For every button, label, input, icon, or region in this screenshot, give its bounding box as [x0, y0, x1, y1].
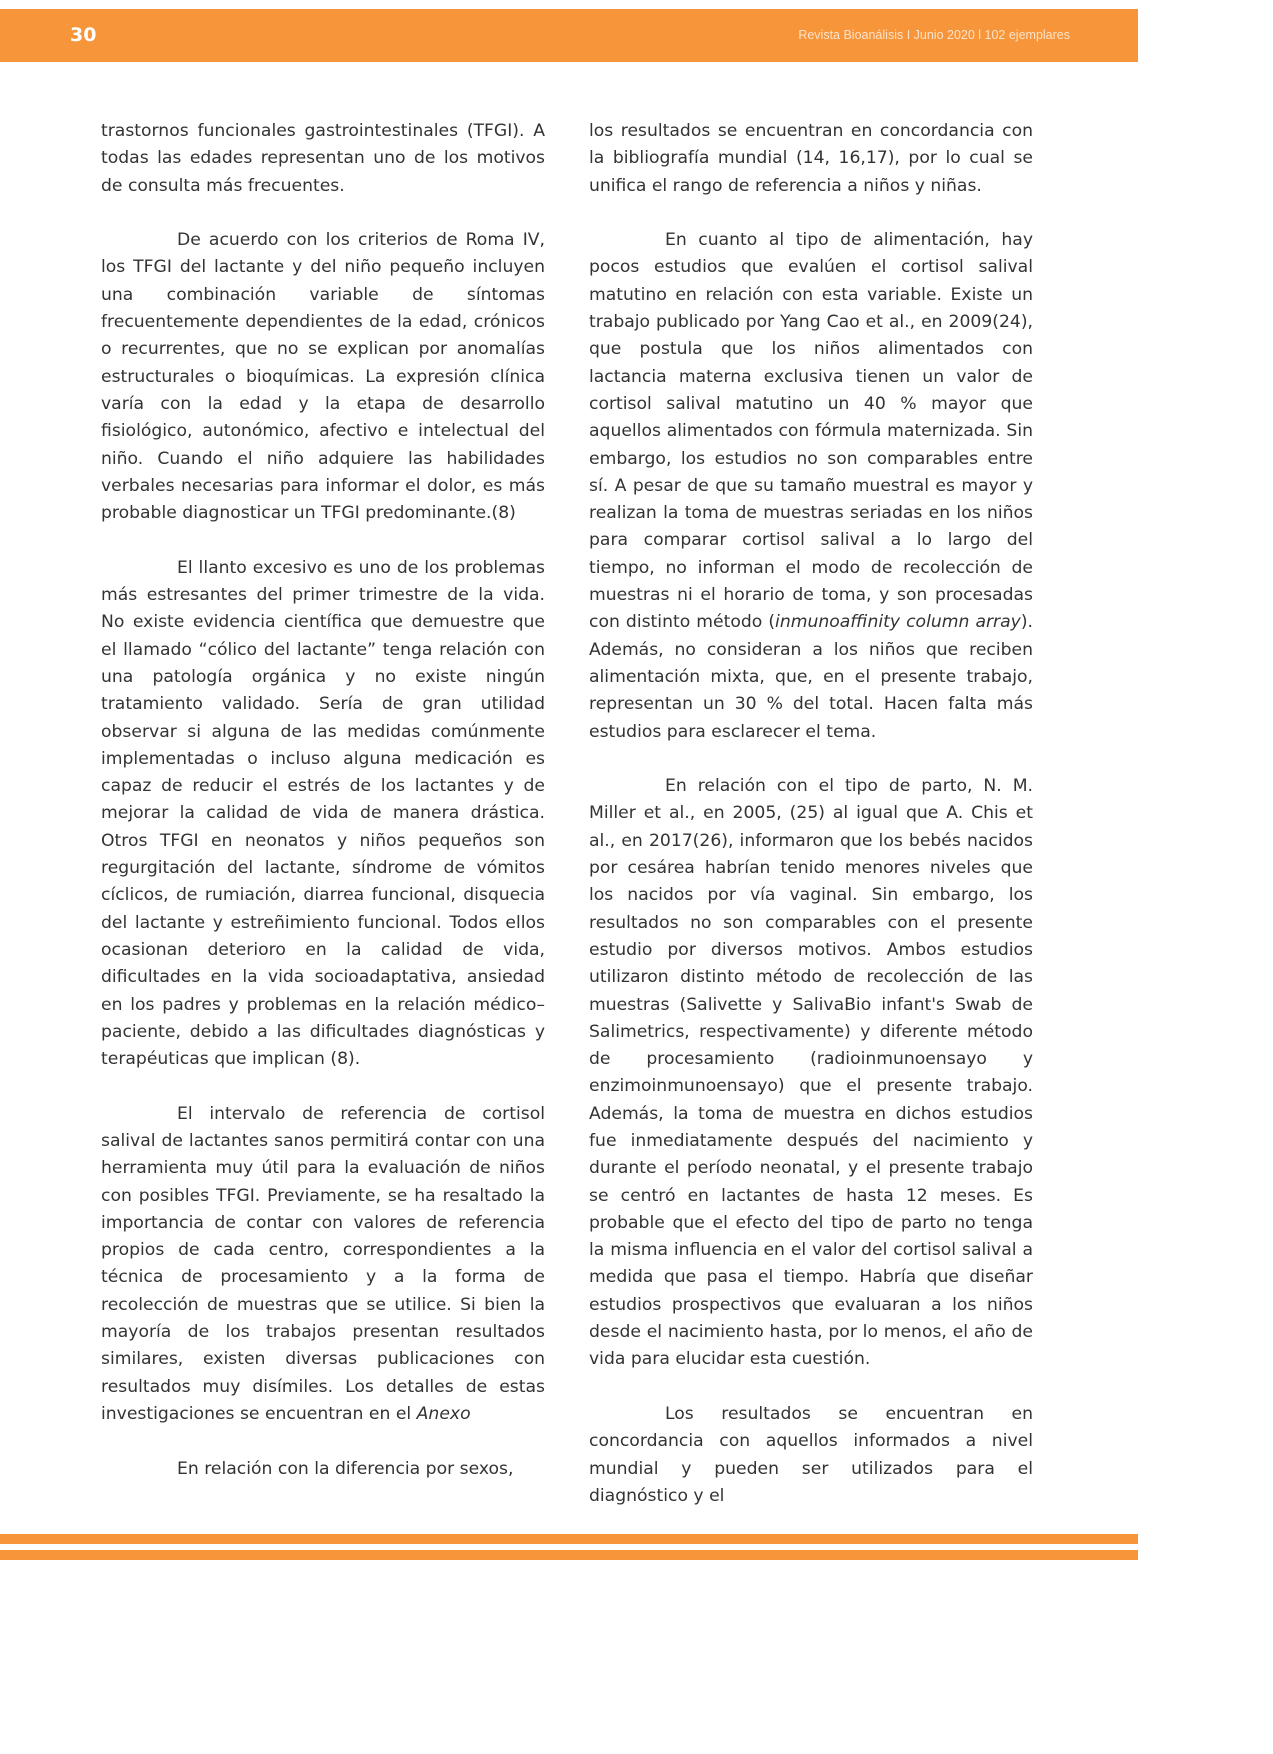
- paragraph: El llanto excesivo es uno de los problemas más estresantes del primer trimestre de la vida. No existe evidencia científica que demuestre que el llamado “cólico del lactante” tenga relación con una patología orgánica y no existe ningún tratamiento validado. Sería de gran utilidad observar si alguna de las medidas comúnmente implementadas o incluso alguna medicación es capaz de reducir el estrés de los lactantes y de mejorar la calidad de vida de manera drástica. Otros TFGI en neonatos y niños pequeños son regurgitación del lactante, síndrome de vómitos cíclicos, de rumiación, diarrea funcional, disquecia del lactante y estreñimiento funcional. Todos ellos ocasionan deterioro en la calidad de vida, dificultades en la vida socioadaptativa, ansiedad en los padres y problemas en la relación médico–paciente, debido a las dificultades diagnósticas y terapéuticas que implican (8).: [101, 557, 545, 1070]
- page-header: [0, 9, 1138, 62]
- paragraph: Los resultados se encuentran en concordancia con aquellos informados a nivel mundial y pueden ser utilizados para el diagnóstico y el: [589, 1403, 1033, 1506]
- footer-stripe: [0, 1534, 1138, 1544]
- paragraph: De acuerdo con los criterios de Roma IV, los TFGI del lactante y del niño pequeño incluyen una combinación variable de síntomas frecuentemente dependientes de la edad, crónicos o recurrentes, que no se explican por anomalías estructurales o bioquímicas. La expresión clínica varía con la edad y la etapa de desarrollo fisiológico, autonómico, afectivo e intelectual del niño. Cuando el niño adquiere las habilidades verbales necesarias para informar el dolor, es más probable diagnosticar un TFGI predominante.(8): [101, 230, 545, 524]
- paragraph: En relación con el tipo de parto, N. M. Miller et al., en 2005, (25) al igual que A. Chis et al., en 2017(26), informaron que los bebés nacidos por cesárea habrían tenido menores niveles que los nacidos por vía vaginal. Sin embargo, los resultados no son comparables con el presente estudio por diversos motivos. Ambos estudios utilizaron distinto método de recolección de las muestras (Salivette y SalivaBio infant's Swab de Salimetrics, respectivamente) y diferente método de procesamiento (radioinmunoensayo y enzimoinmunoensayo) que el presente trabajo. Además, la toma de muestra en dichos estudios fue inmediatamente después del nacimiento y durante el período neonatal, y el presente trabajo se centró en lactantes de hasta 12 meses. Es probable que el efecto del tipo de parto no tenga la misma influencia en el valor del cortisol salival a medida que pasa el tiempo. Habría que diseñar estudios prospectivos que evaluaran a los niños desde el nacimiento hasta, por lo menos, el año de vida para elucidar esta cuestión.: [589, 776, 1033, 1370]
- right-column: [589, 118, 1033, 1510]
- paragraph: trastornos funcionales gastrointestinales (TFGI). A todas las edades representan uno de los motivos de consulta más frecuentes.: [101, 121, 545, 196]
- journal-info: Revista Bioanálisis I Junio 2020 l 102 ejemplares: [798, 28, 1070, 42]
- method-name: inmunoaffinity column array: [775, 612, 1021, 633]
- footer-stripe: [0, 1550, 1138, 1560]
- anexo-reference: Anexo: [416, 1403, 471, 1424]
- paragraph-text: ). Además, no consideran a los niños que reciben alimentación mixta, que, en el presente trabajo, representan un 30 % del total. Hacen falta más estudios para esclarecer el tema.: [589, 612, 1033, 742]
- left-column: [101, 118, 545, 1483]
- paragraph: En relación con la diferencia por sexos,: [177, 1458, 514, 1479]
- paragraph: [101, 1101, 545, 1429]
- paragraph: [589, 227, 1033, 746]
- paragraph: los resultados se encuentran en concordancia con la bibliografía mundial (14, 16,17), por lo cual se unifica el rango de referencia a niños y niñas.: [589, 121, 1033, 196]
- paragraph-text: El intervalo de referencia de cortisol salival de lactantes sanos permitirá contar con una herramienta muy útil para la evaluación de niños con posibles TFGI. Previamente, se ha resaltado la importancia de contar con valores de referencia propios de cada centro, correspondientes a la técnica de procesamiento y a la forma de recolección de muestras que se utilice. Si bien la mayoría de los trabajos presentan resultados similares, existen diversas publicaciones con resultados muy disímiles. Los detalles de estas investigaciones se encuentran en el: [101, 1103, 545, 1424]
- page-number: 30: [70, 24, 97, 46]
- paragraph-text: En cuanto al tipo de alimentación, hay pocos estudios que evalúen el cortisol salival matutino en relación con esta variable. Existe un trabajo publicado por Yang Cao et al., en 2009(24), que postula que los niños alimentados con lactancia materna exclusiva tienen un valor de cortisol salival matutino un 40 % mayor que aquellos alimentados con fórmula maternizada. Sin embargo, los estudios no son comparables entre sí. A pesar de que su tamaño muestral es mayor y realizan la toma de muestras seriadas en los niños para comparar cortisol salival a lo largo del tiempo, no informan el modo de recolección de muestras ni el horario de toma, y son procesadas con distinto método (: [589, 230, 1033, 633]
